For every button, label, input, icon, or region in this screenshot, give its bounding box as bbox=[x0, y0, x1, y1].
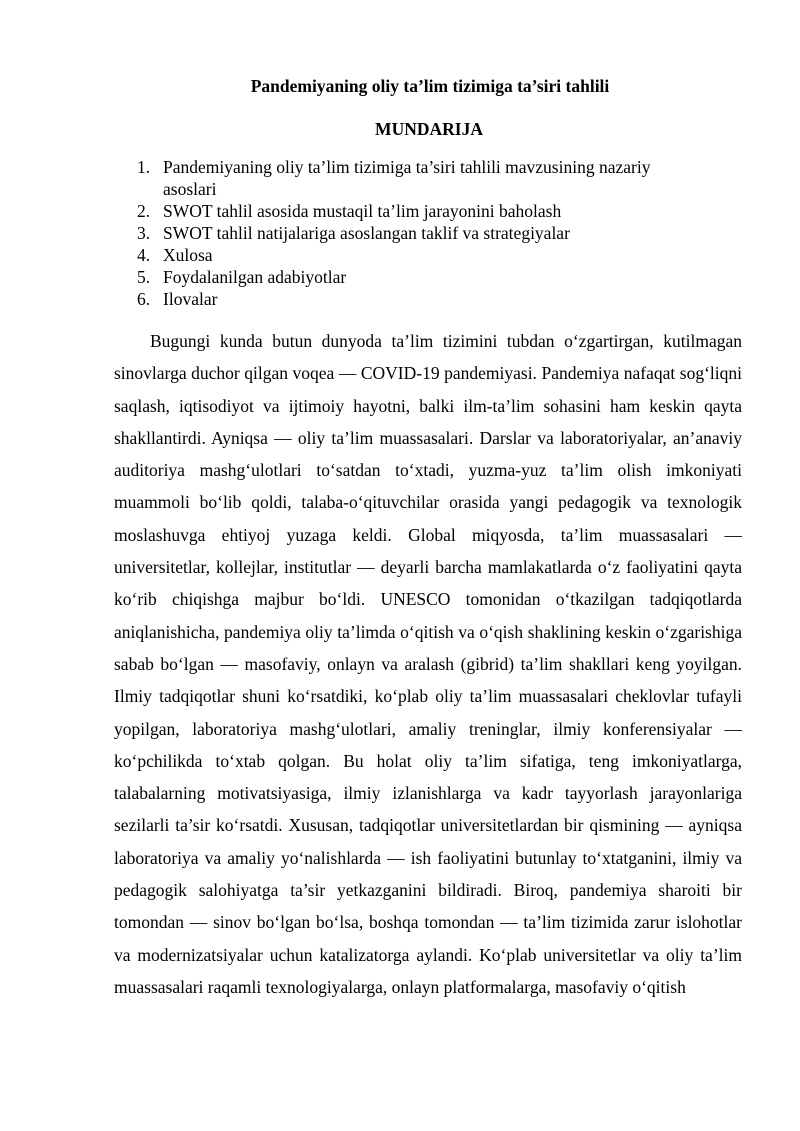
toc-item-number: 3. bbox=[137, 223, 151, 243]
toc-item bbox=[117, 156, 707, 200]
toc-item-text: Ilovalar bbox=[163, 289, 218, 309]
toc-item bbox=[117, 222, 707, 244]
toc-item-text: SWOT tahlil asosida mustaqil ta’lim jarayonini baholash bbox=[163, 201, 562, 221]
toc-item-text: Xulosa bbox=[163, 245, 213, 265]
toc-item-text: SWOT tahlil natijalariga asoslangan taklif va strategiyalar bbox=[163, 223, 570, 243]
toc-item-number: 1. bbox=[137, 157, 151, 177]
toc-item-number: 4. bbox=[137, 245, 151, 265]
toc-item-text: Pandemiyaning oliy ta’lim tizimiga ta’siri tahlili mavzusining nazariy asoslari bbox=[163, 157, 651, 199]
toc-heading: MUNDARIJA bbox=[375, 119, 483, 139]
toc-item bbox=[117, 266, 707, 288]
toc-item bbox=[117, 200, 707, 222]
toc-item bbox=[117, 288, 707, 310]
toc-item bbox=[117, 244, 707, 266]
toc-item-number: 2. bbox=[137, 201, 151, 221]
toc-item-number: 5. bbox=[137, 267, 151, 287]
body-paragraph: Bugungi kunda butun dunyoda ta’lim tizimini tubdan o‘zgartirgan, kutilmagan sinovlarga duchor qilgan voqea — COVID-19 pandemiyasi. Pandemiya nafaqat sog‘liqni saqlash, iqtisodiyot va ijtimoiy hayotni, balki ilm-ta’lim sohasini ham keskin qayta shakllantirdi. Ayniqsa — oliy ta’lim muassasalari. Darslar va laboratoriyalar, an’anaviy auditoriya mashg‘ulotlari to‘satdan to‘xtadi, yuzma-yuz ta’lim olish imkoniyati muammoli bo‘lib qoldi, talaba-o‘qituvchilar orasida yangi pedagogik va texnologik moslashuvga ehtiyoj yuzaga keldi. Global miqyosda, ta’lim muassasalari — universitetlar, kollejlar, institutlar — deyarli barcha mamlakatlarda o‘z faoliyatini qayta ko‘rib chiqishga majbur bo‘ldi. UNESCO tomonidan o‘tkazilgan tadqiqotlarda aniqlanishicha, pandemiya oliy ta’limda o‘qitish va o‘qish shaklining keskin o‘zgarishiga sabab bo‘lgan — masofaviy, onlayn va aralash (gibrid) ta’lim shakllari keng yoyilgan. Ilmiy tadqiqotlar shuni ko‘rsatdiki, ko‘plab oliy ta’lim muassasalari cheklovlar tufayli yopilgan, laboratoriya mashg‘ulotlari, amaliy treninglar, ilmiy konferensiyalar — ko‘pchilikda to‘xtab qolgan. Bu holat oliy ta’lim sifatiga, teng imkoniyatlarga, talabalarning motivatsiyasiga, ilmiy izlanishlarga va kadr tayyorlash jarayonlariga sezilarli ta’sir ko‘rsatdi. Xususan, tadqiqotlar universitetlardan bir qismining — ayniqsa laboratoriya va amaliy yo‘nalishlarda — ish faoliyatini butunlay to‘xtatganini, ilmiy va pedagogik salohiyatga ta’sir yetkazganini bildiradi. Biroq, pandemiya sharoiti bir tomondan — sinov bo‘lgan bo‘lsa, boshqa tomondan — ta’lim tizimida zarur islohotlar va modernizatsiyalar uchun katalizatorga aylandi. Ko‘plab universitetlar va oliy ta’lim muassasalari raqamli texnologiyalarga, onlayn platformalarga, masofaviy o‘qitish bbox=[114, 331, 742, 997]
toc-item-number: 6. bbox=[137, 289, 151, 309]
toc-item-text: Foydalanilgan adabiyotlar bbox=[163, 267, 347, 287]
table-of-contents bbox=[117, 156, 707, 310]
document-title: Pandemiyaning oliy ta’lim tizimiga ta’siri tahlili bbox=[250, 76, 610, 96]
